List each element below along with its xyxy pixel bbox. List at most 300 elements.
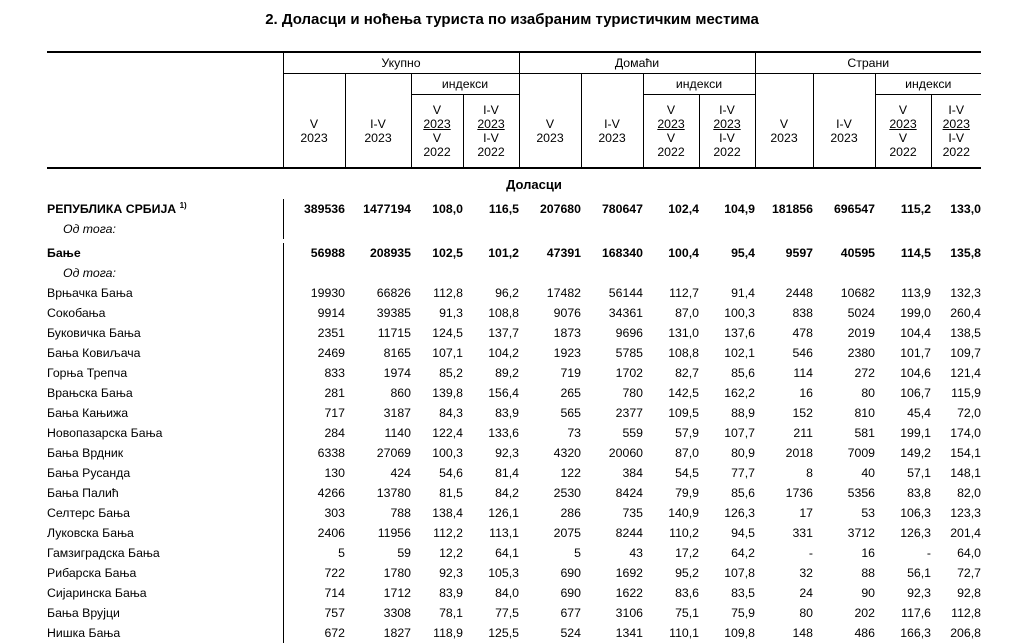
table-cell [345,263,411,283]
table-cell: 717 [283,403,345,423]
table-cell: 208935 [369,246,411,260]
table-row [47,543,981,563]
row-label [47,303,283,323]
table-cell: 138,4 [432,506,463,520]
table-cell [755,219,813,239]
table-cell: 148,1 [950,466,981,480]
table-cell [283,219,345,239]
table-cell: 40595 [840,246,875,260]
table-cell: 3308 [383,606,411,620]
row-label-text: Новопазарска Бања [47,426,163,440]
table-cell: 810 [854,406,875,420]
footnote-marker: 1) [179,201,187,211]
table-cell: 286 [560,506,581,520]
table-cell: 47391 [546,246,581,260]
table-cell: 16 [799,386,813,400]
group-header-foreign: Страни [755,53,981,74]
table-cell: 168340 [601,246,643,260]
table-row [47,263,981,283]
col-header-line: 2023 [477,117,505,131]
table-cell: 565 [560,406,581,420]
table-cell: 125,5 [488,626,519,640]
table-cell: 722 [283,563,345,583]
table-cell: 1827 [383,626,411,640]
table-cell: 112,7 [669,286,699,300]
col-header-line: 2023 [889,117,917,131]
row-label-text: Сокобања [47,306,106,320]
table-title: 2. Доласци и ноћења туриста по изабраним туристичким местима [265,11,759,28]
col-header-v-2023 [283,95,345,169]
table-cell: 17,2 [675,546,699,560]
table-cell: 57,1 [907,466,931,480]
table-cell [411,263,463,283]
table-cell: 156,4 [488,386,519,400]
table-cell: 4266 [283,483,345,503]
col-header-line: I-V [604,116,620,131]
table-cell [875,263,931,283]
table-cell: 11956 [377,526,411,540]
table-cell: 64,0 [957,546,981,560]
table-cell: 104,2 [488,346,519,360]
col-header-line: I-V [483,131,499,145]
index-header: индекси [875,74,981,95]
table-cell: 54,5 [675,466,699,480]
table-cell: 281 [283,383,345,403]
table-cell: 59 [397,546,411,560]
table-cell: 112,8 [951,606,981,620]
table-cell: 83,6 [675,586,699,600]
table-cell: 833 [283,363,345,383]
col-header-line: I-V [948,131,965,145]
table-cell: 148 [792,626,813,640]
table-cell: 2351 [283,323,345,343]
col-header-line: 2023 [364,130,392,145]
table-cell [931,263,981,283]
table-cell: 83,9 [439,586,463,600]
table-cell: 384 [622,466,643,480]
table-cell: 64,2 [731,546,755,560]
row-label-text: Од тога: [63,222,116,236]
table-cell: 11715 [377,326,411,340]
table-cell: 162,2 [724,386,755,400]
table-cell: 34361 [608,306,643,320]
col-header-line: 2022 [423,145,451,159]
table-cell: 19930 [283,283,345,303]
table-cell: 66826 [376,286,411,300]
table-cell: 2469 [283,343,345,363]
group-header-domestic: Домаћи [519,53,755,74]
table-cell [643,219,699,239]
col-header-line: I-V [483,103,499,117]
index-header: индекси [411,74,519,95]
table-cell: 524 [560,626,581,640]
table-cell: 115,9 [951,386,981,400]
table-cell: 2377 [615,406,643,420]
table-cell: 202 [854,606,875,620]
col-header-line: 2022 [889,145,917,159]
table-row [47,463,981,483]
table-cell: 113,1 [489,526,519,540]
table-row [47,363,981,383]
row-label [47,463,283,483]
row-label [47,219,283,239]
table-cell: 5 [283,543,345,563]
table-cell: 92,3 [907,586,931,600]
table-cell: 102,1 [724,346,755,360]
table-cell: 40 [861,466,875,480]
col-header-iv-2023 [345,95,411,169]
row-label-text: Нишка Бања [47,626,121,640]
table-row [47,323,981,343]
table-cell: 424 [390,466,411,480]
table-cell: - [926,546,931,560]
col-header-line: V [898,103,908,117]
table-cell: 56,1 [907,566,931,580]
table-cell: 77,7 [731,466,755,480]
table-cell: 126,1 [488,506,519,520]
table-row [47,343,981,363]
table-cell: 16 [861,546,875,560]
table-cell: 1692 [615,566,643,580]
table-row [47,623,981,643]
table-cell: 109,8 [724,626,755,640]
table-cell: 8244 [615,526,643,540]
table-body [47,52,981,643]
table-cell: 118,9 [433,626,463,640]
table-cell: 133,6 [488,426,519,440]
row-label-text: Бање [47,246,81,260]
table-cell: 181856 [771,202,813,216]
row-label-text: Врњачка Бања [47,286,133,300]
col-header-line: 2023 [536,130,564,145]
table-cell: 57,9 [675,426,699,440]
col-header-line: 2023 [830,130,858,145]
table-cell: 85,6 [731,366,755,380]
table-cell: 4320 [553,446,581,460]
table-cell: 78,1 [439,606,463,620]
table-cell: 72,0 [957,406,981,420]
table-cell: 2406 [283,523,345,543]
row-label-text: РЕПУБЛИКА СРБИЈА [47,202,177,217]
col-header-line: V [432,103,442,117]
table-row [47,283,981,303]
row-label [47,483,283,503]
table-cell: 122,4 [432,426,463,440]
table-row [47,423,981,443]
table-cell: 124,5 [432,326,463,340]
row-label-text: Бања Кањижа [47,406,129,420]
table-cell: 672 [283,623,345,643]
col-header-line: 2023 [770,130,798,145]
table-cell: 690 [560,586,581,600]
table-cell: 96,2 [495,286,519,300]
row-label [47,363,283,383]
table-cell: 80 [861,386,875,400]
table-cell [931,219,981,239]
row-label [47,383,283,403]
table-cell: 9597 [785,246,813,260]
table-cell: 2018 [785,446,813,460]
table-cell: 32 [799,566,813,580]
table-cell: 154,1 [950,446,981,460]
row-label [47,503,283,523]
table-cell: 83,9 [495,406,519,420]
row-label-text: Бања Врдник [47,446,124,460]
table-cell: 260,4 [950,306,981,320]
table-cell: 91,3 [439,306,463,320]
table-cell: 92,3 [439,566,463,580]
col-header-line: 2022 [477,145,505,159]
table-cell: 45,4 [907,406,931,420]
table-cell: 2380 [847,346,875,360]
col-header-line: V [545,116,555,131]
table-cell: 131,0 [668,326,699,340]
table-cell: 9076 [553,306,581,320]
table-cell: 56988 [283,243,345,263]
table-cell: 149,2 [900,446,931,460]
table-cell: 1622 [615,586,643,600]
table-cell: 126,3 [724,506,755,520]
table-cell: 2448 [785,286,813,300]
table-cell: 2075 [553,526,581,540]
row-label-text: Горња Трепча [47,366,128,380]
table-cell: 79,9 [675,486,699,500]
table-cell: 2530 [553,486,581,500]
table-cell: 478 [792,326,813,340]
row-label-text: Бања Палић [47,486,119,500]
table-cell [581,219,643,239]
row-label [47,543,283,563]
table-cell: 3712 [847,526,875,540]
col-header-index-iv [931,95,981,169]
row-label-text: Луковска Бања [47,526,134,540]
table-row [47,483,981,503]
col-header-index-v [411,95,463,169]
table-cell: 714 [283,583,345,603]
table-cell: 77,5 [495,606,519,620]
table-cell [463,263,519,283]
col-header-line: V [309,116,319,131]
table-cell: 110,1 [669,626,699,640]
table-cell: 92,3 [495,446,519,460]
table-cell: 84,3 [439,406,463,420]
table-cell: 8424 [615,486,643,500]
row-label-text: Гамзиградска Бања [47,546,160,560]
table-cell: 95,2 [675,566,699,580]
table-cell: 92,8 [957,586,981,600]
table-cell: 73 [567,426,581,440]
table-cell: 109,7 [950,346,981,360]
row-label [47,523,283,543]
table-row [47,219,981,239]
row-label-text: Врањска Бања [47,386,133,400]
row-label [47,323,283,343]
row-label [47,343,283,363]
table-cell: 123,3 [950,506,981,520]
table-cell: 3187 [383,406,411,420]
table-cell: 110,2 [669,526,699,540]
table-cell: 56144 [608,286,643,300]
table-cell: 1923 [553,346,581,360]
table-row [47,403,981,423]
col-header-v-2023 [755,95,813,169]
table-cell: 5785 [615,346,643,360]
table-cell: 838 [792,306,813,320]
table-cell [813,263,875,283]
column-header-row [47,95,981,169]
row-label-text: Сијаринска Бања [47,586,147,600]
table-cell: 132,3 [950,286,981,300]
col-header-iv-2023 [581,95,643,169]
table-cell: 100,3 [724,306,755,320]
row-label [47,283,283,303]
row-label [47,583,283,603]
table-cell: 207680 [539,202,581,216]
table-cell: 27069 [376,446,411,460]
table-cell: 135,8 [950,246,981,260]
table-cell [283,263,345,283]
table-cell: 130 [283,463,345,483]
table-cell: 780647 [601,202,643,216]
table-cell: 174,0 [950,426,981,440]
table-cell: 116,5 [488,202,519,216]
table-cell: 87,0 [675,306,699,320]
table-cell: 199,0 [900,306,931,320]
table-cell: 81,5 [439,486,463,500]
table-row [47,503,981,523]
col-header-index-iv [463,95,519,169]
col-header-line: I-V [370,116,386,131]
table-cell: 559 [622,426,643,440]
col-header-line: 2023 [942,117,970,131]
table-cell: 303 [283,503,345,523]
table-cell: 112,2 [433,526,463,540]
table-cell: 1140 [384,426,411,440]
table-cell: 122 [560,466,581,480]
table-cell: 201,4 [950,526,981,540]
table-cell: 1780 [383,566,411,580]
table-cell: 43 [629,546,643,560]
table-cell: 137,6 [724,326,755,340]
statistics-table [47,51,981,643]
table-cell [519,263,581,283]
row-label [47,603,283,623]
table-cell: 133,0 [950,202,981,216]
table-cell [755,263,813,283]
table-row [47,443,981,463]
index-header: индекси [643,74,755,95]
table-cell [463,219,519,239]
row-label [47,243,283,263]
table-cell: 84,2 [495,486,519,500]
col-header-line: V [432,131,442,145]
table-cell: 88,9 [731,406,755,420]
table-cell: 107,8 [724,566,755,580]
table-cell: 860 [390,386,411,400]
table-cell [699,263,755,283]
table-cell: 137,7 [488,326,519,340]
table-cell: 152 [792,406,813,420]
row-label-text: Рибарска Бања [47,566,137,580]
table-cell: 84,0 [495,586,519,600]
table-cell [643,263,699,283]
table-cell: 64,1 [495,546,519,560]
table-cell: 91,4 [731,286,755,300]
row-label-text: Селтерс Бања [47,506,130,520]
col-header-index-v [875,95,931,169]
table-cell: 82,0 [957,486,981,500]
col-header-line: 2022 [942,145,970,159]
table-cell: 53 [861,506,875,520]
table-cell: 88 [861,566,875,580]
table-row [47,199,981,219]
table-cell: 581 [854,426,875,440]
table-cell: 104,9 [724,202,755,216]
row-label [47,423,283,443]
table-cell: 95,4 [731,246,755,260]
table-cell: 20060 [608,446,643,460]
table-cell: 39385 [376,306,411,320]
table-cell: 102,5 [432,246,463,260]
table-cell: 85,2 [439,366,463,380]
row-label-text: Од тога: [63,266,116,280]
table-cell: 75,1 [675,606,699,620]
row-label [47,623,283,643]
table-row [47,603,981,623]
table-cell: 83,5 [731,586,755,600]
table-cell [699,219,755,239]
row-label [47,199,283,219]
table-cell: 735 [622,506,643,520]
table-cell: 8165 [383,346,411,360]
table-cell: 9914 [283,303,345,323]
col-header-line: I-V [836,116,852,131]
row-label-text: Бања Русанда [47,466,131,480]
table-cell: 2019 [847,326,875,340]
table-cell: 94,5 [731,526,755,540]
col-header-index-v [643,95,699,169]
table-cell: 211 [793,426,813,440]
table-cell: 115,2 [900,202,931,216]
table-cell: 265 [560,386,581,400]
table-cell: 87,0 [675,446,699,460]
table-cell: 10682 [840,286,875,300]
table-cell: 114,5 [900,246,931,260]
col-header-line: 2023 [300,130,328,145]
table-cell: 107,7 [724,426,755,440]
group-header-total: Укупно [283,53,519,74]
table-cell: 80 [799,606,813,620]
table-row [47,303,981,323]
table-cell: 199,1 [900,426,931,440]
table-cell: 1712 [383,586,411,600]
table-cell: 272 [854,366,875,380]
col-header-line: I-V [948,103,965,117]
table-cell: 719 [560,366,581,380]
table-cell: 17 [799,506,813,520]
table-cell: 24 [799,586,813,600]
table-cell: 105,3 [488,566,519,580]
table-cell [875,219,931,239]
table-cell: 106,3 [900,506,931,520]
table-cell: 107,1 [432,346,463,360]
table-cell: 126,3 [900,526,931,540]
col-header-line: 2022 [713,145,741,159]
col-header-line: 2023 [713,117,741,131]
table-cell: 89,2 [495,366,519,380]
table-cell: 72,7 [957,566,981,580]
table-cell: 90 [861,586,875,600]
